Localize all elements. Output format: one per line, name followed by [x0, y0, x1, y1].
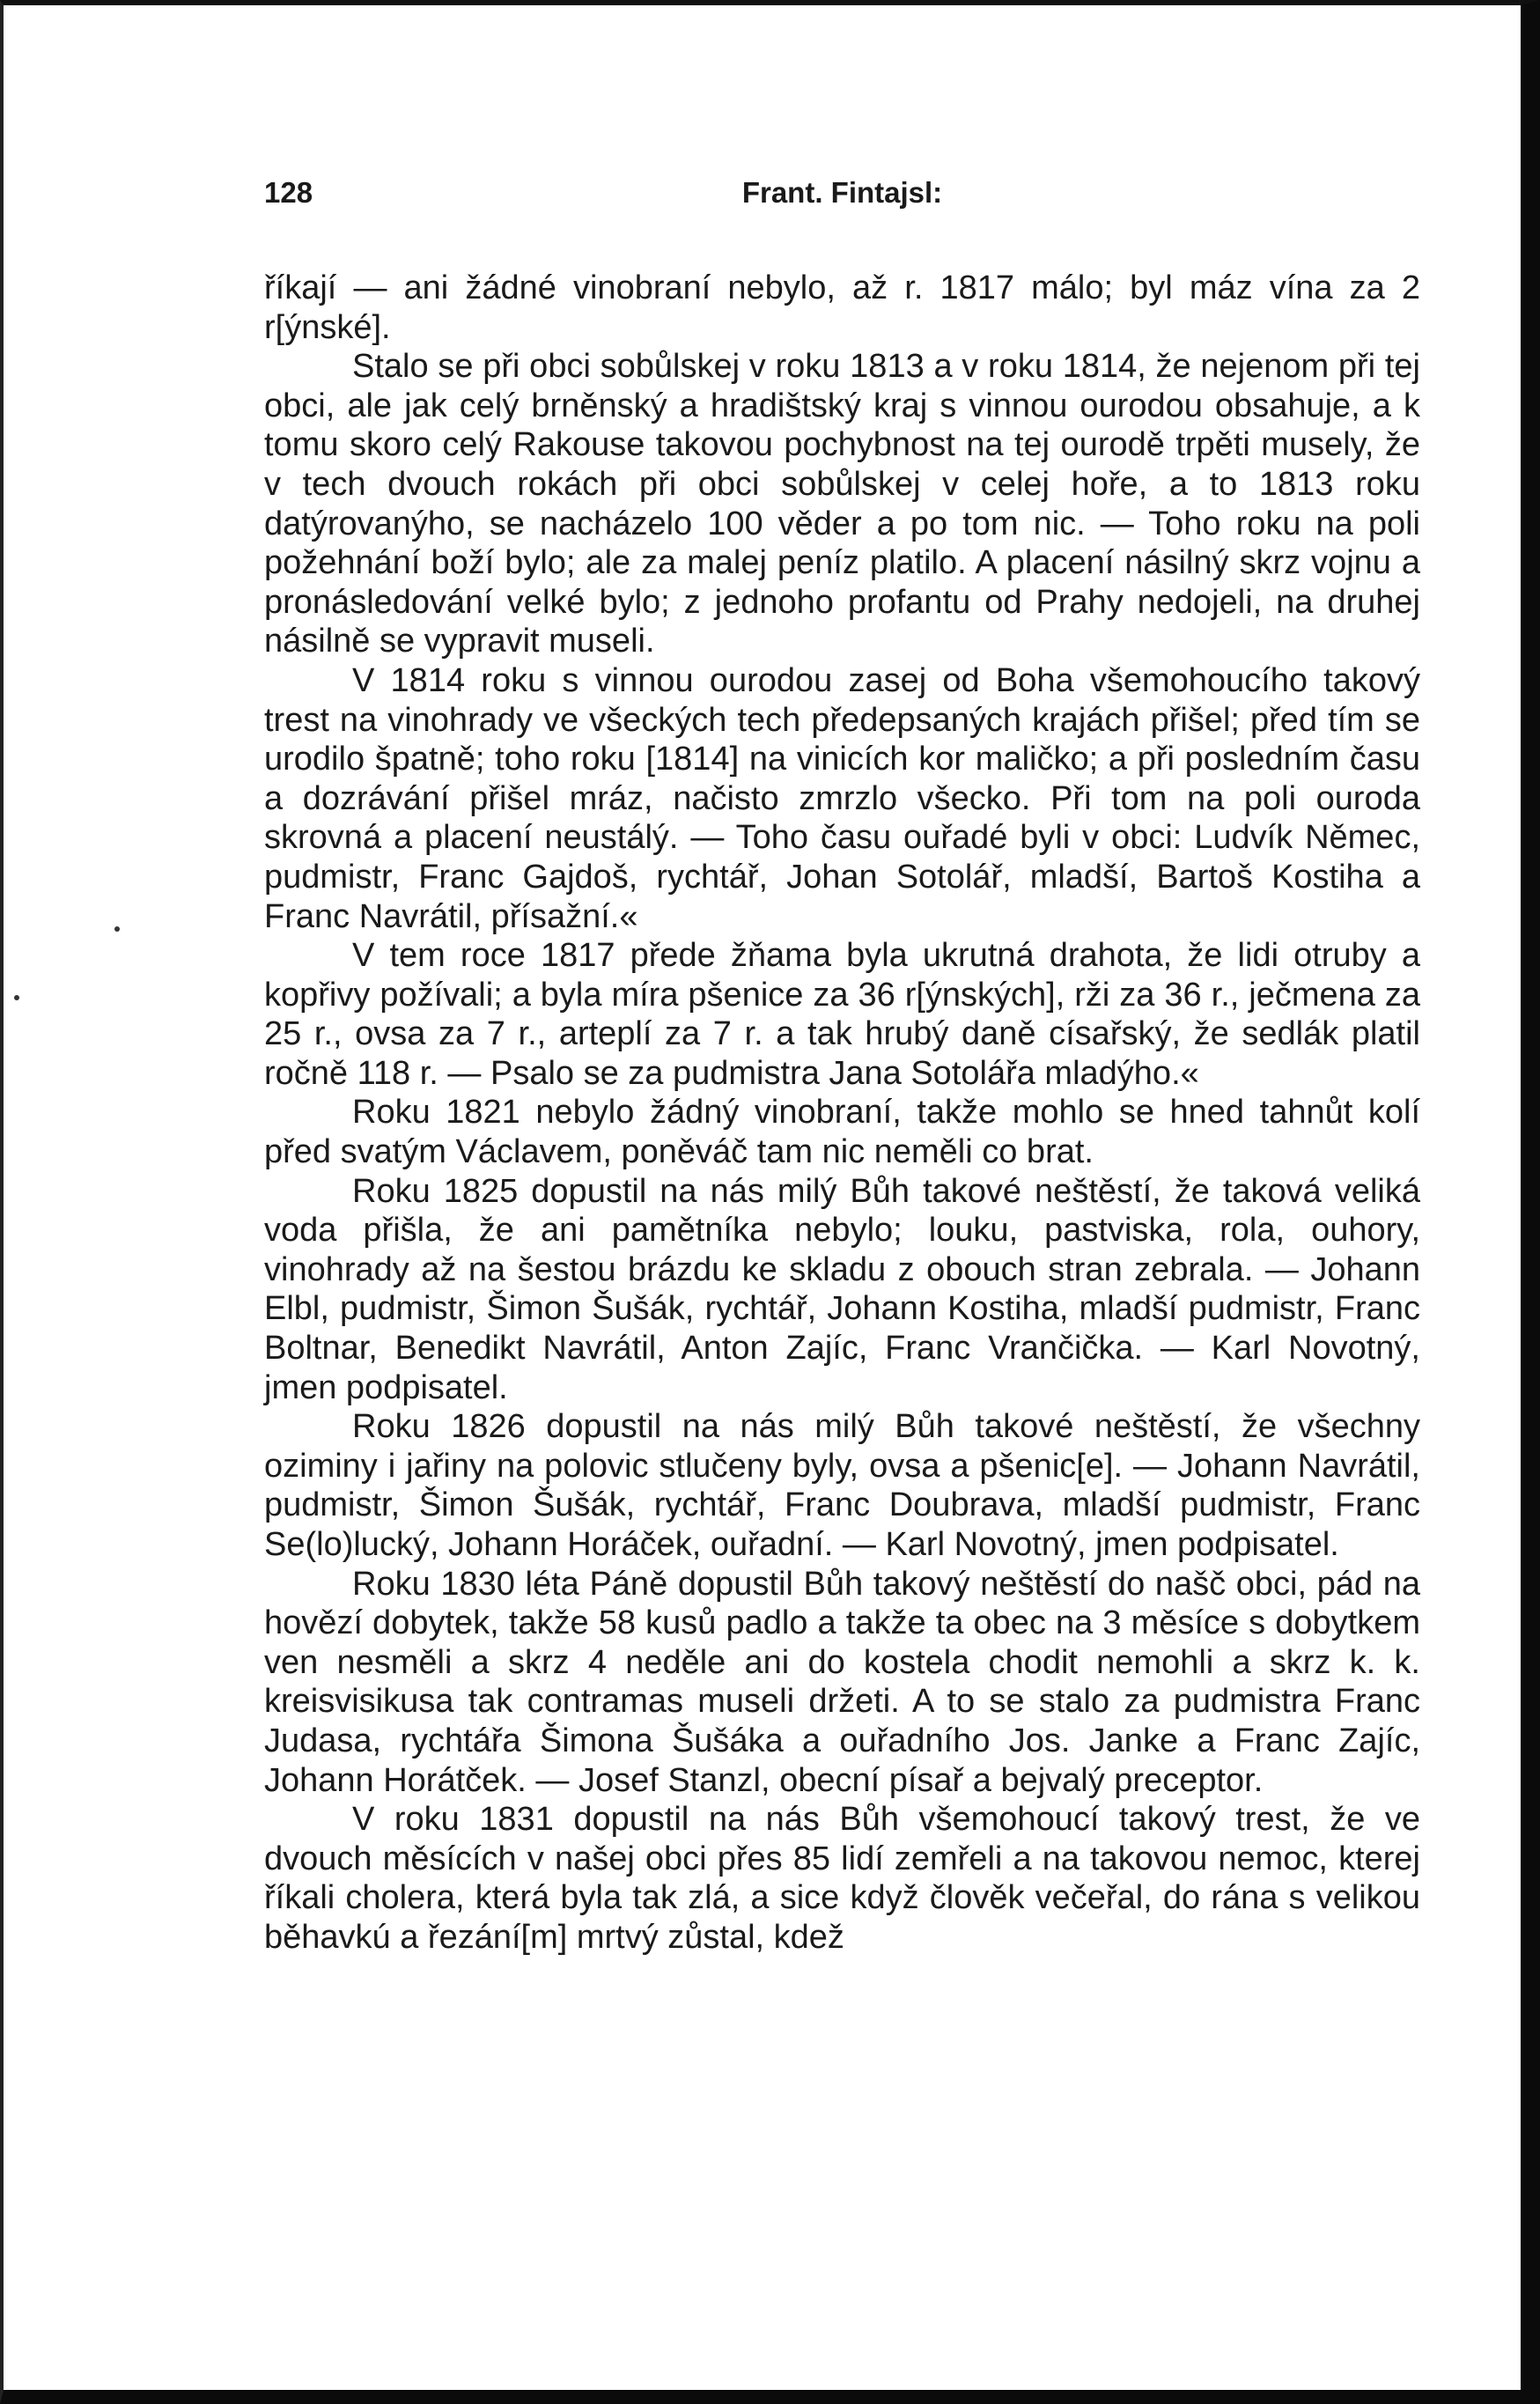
- paragraph-6: Roku 1825 dopustil na nás milý Bůh takové neštěstí, že taková veliká voda přišla, že ani pamětníka nebylo; louku, pastviska, rola, ouhory, vinohrady až na šestou brázdu ke skladu z obouch stran zebrala. — Johann Elbl, pudmistr, Šimon Šušák, rychtář, Johann Kostiha, mladší pudmistr, Franc Boltnar, Benedikt Navrátil, Anton Zajíc, Franc Vrančička. — Karl Novotný, jmen podpisatel.: [264, 1172, 1420, 1406]
- scan-speck: [14, 995, 19, 1000]
- paragraph-4: V tem roce 1817 přede žňama byla ukrutná drahota, že lidi otruby a kopřivy požívali; a byla míra pšenice za 36 r[ýnských], rži za 36 r., ječmena za 25 r., ovsa za 7 r., arteplí za 7 r. a tak hrubý daně císařský, že sedlák platil ročně 118 r. — Psalo se za pudmistra Jana Sotolářa mladýho.«: [264, 937, 1420, 1092]
- page-number: 128: [264, 176, 313, 209]
- scan-speck: [114, 926, 120, 932]
- paragraph-5: Roku 1821 nebylo žádný vinobraní, takže mohlo se hned tahnůt kolí před svatým Václavem, poněváč tam nic neměli co brat.: [264, 1094, 1420, 1171]
- paragraph-1: říkají — ani žádné vinobraní nebylo, až r. 1817 málo; byl máz vína za 2 r[ýnské].: [264, 269, 1420, 346]
- paragraph-2: Stalo se při obci sobůlskej v roku 1813 a v roku 1814, že nejenom při tej obci, ale jak celý brněnský a hradištský kraj s vinnou ourodou obsahuje, a k tomu skoro celý Rakouse takovou pochybnost na tej ourodě trpěti musely, že v tech dvouch rokách při obci sobůlskej v celej hoře, a to 1813 roku datýrovanýho, se nacházelo 100 věder a po tom nic. — Toho roku na poli požehnání boží bylo; ale za malej peníz platilo. A placení násilný skrz vojnu a pronásledování velké bylo; z jednoho profantu od Prahy nedojeli, na druhej násilně se vypravit museli.: [264, 348, 1420, 660]
- paragraph-9: V roku 1831 dopustil na nás Bůh všemohoucí takový trest, že ve dvouch měsících v našej obci přes 85 lidí zemřeli a na takovou nemoc, kterej říkali cholera, která byla tak zlá, a sice když člověk večeřal, do rána s velikou běhavkú a řezání[m] mrtvý zůstal, kdež: [264, 1801, 1420, 1956]
- body-text: [264, 269, 1420, 1958]
- paragraph-7: Roku 1826 dopustil na nás milý Bůh takové neštěstí, že všechny oziminy i jařiny na polovic stlučeny byly, ovsa a pšenic[e]. — Johann Navrátil, pudmistr, Šimon Šušák, rychtář, Franc Doubrava, mladší pudmistr, Franc Se(lo)lucký, Johann Horáček, ouřadní. — Karl Novotný, jmen podpisatel.: [264, 1408, 1420, 1563]
- paragraph-3: V 1814 roku s vinnou ourodou zasej od Boha všemohoucího takový trest na vinohrady ve všeckých tech předepsaných krajách přišel; před tím se urodilo špatně; toho roku [1814] na vinicích kor maličko; a při posledním času a dozrávání přišel mráz, načisto zmrzlo všecko. Při tom na poli ouroda skrovná a placení neustálý. — Toho času ouřadé byli v obci: Ludvík Němec, pudmistr, Franc Gajdoš, rychtář, Johan Sotolář, mladší, Bartoš Kostiha a Franc Navrátil, přísažní.«: [264, 661, 1420, 935]
- page-header: [264, 176, 1420, 220]
- paragraph-8: Roku 1830 léta Páně dopustil Bůh takový neštěstí do našč obci, pád na hovězí dobytek, takže 58 kusů padlo a takže ta obec na 3 měsíce s dobytkem ven nesměli a skrz 4 neděle ani do kostela chodit nemohli a skrz k. k. kreisvisikusa tak contramas museli držeti. A to se stalo za pudmistra Franc Judasa, rychtářa Šimona Šušáka a ouřadního Jos. Janke a Franc Zajíc, Johann Horátček. — Josef Stanzl, obecní písař a bejvalý preceptor.: [264, 1565, 1420, 1799]
- running-title: Frant. Fintajsl:: [741, 176, 943, 209]
